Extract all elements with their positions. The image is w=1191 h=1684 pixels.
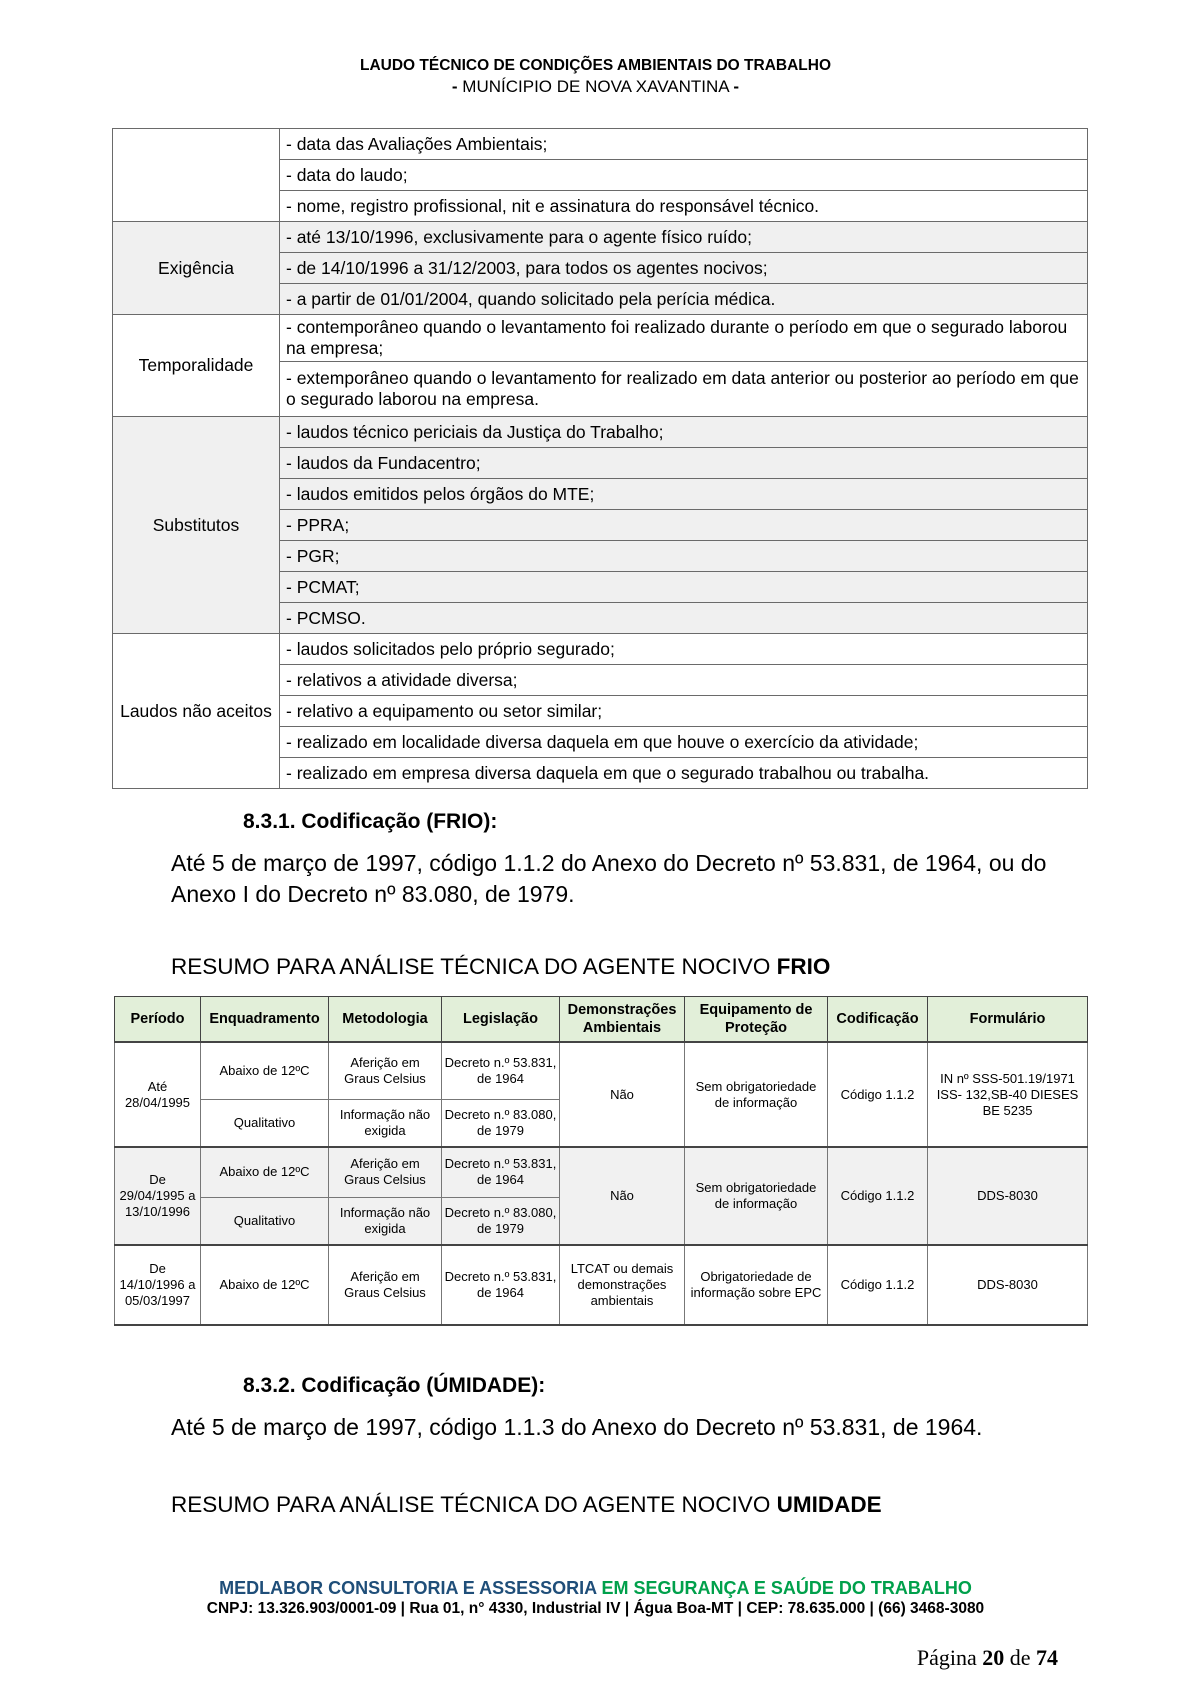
req-item: - PPRA; <box>280 510 1088 541</box>
exigencia-label: Exigência <box>113 222 280 315</box>
dash-left: - <box>451 77 458 96</box>
req-item: - PCMAT; <box>280 572 1088 603</box>
section-heading-umidade: 8.3.2. Codificação (ÚMIDADE): <box>243 1374 546 1397</box>
page-total: 74 <box>1036 1645 1058 1670</box>
footer-company <box>0 1578 1191 1599</box>
cell-equipamento: Sem obrigatoriedade de informação <box>685 1147 828 1245</box>
cell-formulario: DDS-8030 <box>928 1147 1088 1245</box>
req-item: - laudos da Fundacentro; <box>280 448 1088 479</box>
req-item: - de 14/10/1996 a 31/12/2003, para todos os agentes nocivos; <box>280 253 1088 284</box>
cell-legislacao: Decreto n.º 53.831, de 1964 <box>442 1042 560 1099</box>
cell-formulario: DDS-8030 <box>928 1245 1088 1325</box>
dash-right: - <box>733 77 740 96</box>
cell-enquadramento: Abaixo de 12ºC <box>201 1245 329 1325</box>
cell-metodologia: Aferição em Graus Celsius <box>329 1245 442 1325</box>
req-item: - relativos a atividade diversa; <box>280 665 1088 696</box>
resumo-title-umidade <box>171 1492 882 1518</box>
company-tagline: EM SEGURANÇA E SAÚDE DO TRABALHO <box>601 1578 972 1598</box>
section-heading-frio: 8.3.1. Codificação (FRIO): <box>243 810 498 833</box>
temporalidade-label: Temporalidade <box>113 315 280 417</box>
cell-enquadramento: Qualitativo <box>201 1197 329 1245</box>
cell-demonstracoes: Não <box>560 1042 685 1147</box>
cell-legislacao: Decreto n.º 53.831, de 1964 <box>442 1147 560 1197</box>
requirements-table <box>112 128 1088 789</box>
cell-legislacao: Decreto n.º 83.080, de 1979 <box>442 1099 560 1147</box>
cell-codificacao: Código 1.1.2 <box>828 1147 928 1245</box>
req-item: - data das Avaliações Ambientais; <box>280 129 1088 160</box>
resumo-agent: FRIO <box>776 954 831 979</box>
cell-metodologia: Aferição em Graus Celsius <box>329 1147 442 1197</box>
req-item: - relativo a equipamento ou setor similar; <box>280 696 1088 727</box>
resumo-prefix: RESUMO PARA ANÁLISE TÉCNICA DO AGENTE NOCIVO <box>171 954 771 979</box>
col-header: Enquadramento <box>201 997 329 1043</box>
req-item: - nome, registro profissional, nit e assinatura do responsável técnico. <box>280 191 1088 222</box>
section-body-umidade: Até 5 de março de 1997, código 1.1.3 do Anexo do Decreto nº 53.831, de 1964. <box>171 1414 983 1440</box>
municipality: MUNÍCIPIO DE NOVA XAVANTINA <box>462 77 729 96</box>
col-header: Codificação <box>828 997 928 1043</box>
cell-formulario: IN nº SSS-501.19/1971 ISS- 132,SB-40 DIESES BE 5235 <box>928 1042 1088 1147</box>
req-item: - realizado em empresa diversa daquela em que o segurado trabalhou ou trabalha. <box>280 758 1088 789</box>
cell-periodo: De 29/04/1995 a 13/10/1996 <box>115 1147 201 1245</box>
company-name: MEDLABOR CONSULTORIA E ASSESSORIA <box>219 1578 597 1598</box>
footer-address: CNPJ: 13.326.903/0001-09 | Rua 01, n° 4330, Industrial IV | Água Boa-MT | CEP: 78.635.000 | (66) 3468-3080 <box>206 1600 985 1617</box>
col-header: Formulário <box>928 997 1088 1043</box>
table-row <box>115 1042 1088 1099</box>
page-of: de <box>1009 1645 1031 1670</box>
substitutos-label: Substitutos <box>113 417 280 634</box>
document-header <box>0 56 1191 98</box>
req-item: - PGR; <box>280 541 1088 572</box>
cell-demonstracoes: Não <box>560 1147 685 1245</box>
document-subtitle <box>0 76 1191 98</box>
section-body-frio: Até 5 de março de 1997, código 1.1.2 do Anexo do Decreto nº 53.831, de 1964, ou do Anexo I do Decreto nº 83.080, de 1979. <box>171 850 1047 907</box>
col-header: Equipamento de Proteção <box>685 997 828 1043</box>
cell-legislacao: Decreto n.º 53.831, de 1964 <box>442 1245 560 1325</box>
col-header: Demonstrações Ambientais <box>560 997 685 1043</box>
col-header: Período <box>115 997 201 1043</box>
table-row <box>115 1245 1088 1325</box>
cell-periodo: De 14/10/1996 a 05/03/1997 <box>115 1245 201 1325</box>
req-item: - a partir de 01/01/2004, quando solicitado pela perícia médica. <box>280 284 1088 315</box>
summary-table-frio <box>114 996 1088 1326</box>
cell-enquadramento: Qualitativo <box>201 1099 329 1147</box>
col-header: Legislação <box>442 997 560 1043</box>
cell-metodologia: Informação não exigida <box>329 1197 442 1245</box>
req-item: - até 13/10/1996, exclusivamente para o agente físico ruído; <box>280 222 1088 253</box>
req-item: - data do laudo; <box>280 160 1088 191</box>
cell-legislacao: Decreto n.º 83.080, de 1979 <box>442 1197 560 1245</box>
cell-periodo: Até 28/04/1995 <box>115 1042 201 1147</box>
continuation-label-cell <box>113 129 280 222</box>
cell-codificacao: Código 1.1.2 <box>828 1245 928 1325</box>
req-item: - contemporâneo quando o levantamento foi realizado durante o período em que o segurado laborou na empresa; <box>280 315 1088 362</box>
cell-demonstracoes: LTCAT ou demais demonstrações ambientais <box>560 1245 685 1325</box>
page-current: 20 <box>982 1645 1005 1670</box>
cell-equipamento: Obrigatoriedade de informação sobre EPC <box>685 1245 828 1325</box>
cell-enquadramento: Abaixo de 12ºC <box>201 1147 329 1197</box>
req-item: - PCMSO. <box>280 603 1088 634</box>
cell-metodologia: Informação não exigida <box>329 1099 442 1147</box>
table-row <box>115 1147 1088 1197</box>
cell-metodologia: Aferição em Graus Celsius <box>329 1042 442 1099</box>
req-item: - extemporâneo quando o levantamento for realizado em data anterior ou posterior ao período em que o segurado laborou na empresa. <box>280 362 1088 417</box>
resumo-prefix: RESUMO PARA ANÁLISE TÉCNICA DO AGENTE NOCIVO <box>171 1492 771 1517</box>
col-header: Metodologia <box>329 997 442 1043</box>
req-item: - laudos emitidos pelos órgãos do MTE; <box>280 479 1088 510</box>
resumo-agent: UMIDADE <box>776 1492 882 1517</box>
cell-codificacao: Código 1.1.2 <box>828 1042 928 1147</box>
document-title: LAUDO TÉCNICO DE CONDIÇÕES AMBIENTAIS DO TRABALHO <box>359 57 832 74</box>
laudos-nao-aceitos-label: Laudos não aceitos <box>113 634 280 789</box>
page-label: Página <box>916 1645 977 1670</box>
req-item: - realizado em localidade diversa daquela em que houve o exercício da atividade; <box>280 727 1088 758</box>
cell-enquadramento: Abaixo de 12ºC <box>201 1042 329 1099</box>
page-number <box>917 1645 1058 1671</box>
req-item: - laudos técnico periciais da Justiça do Trabalho; <box>280 417 1088 448</box>
cell-equipamento: Sem obrigatoriedade de informação <box>685 1042 828 1147</box>
resumo-title-frio <box>171 954 830 980</box>
req-item: - laudos solicitados pelo próprio segurado; <box>280 634 1088 665</box>
